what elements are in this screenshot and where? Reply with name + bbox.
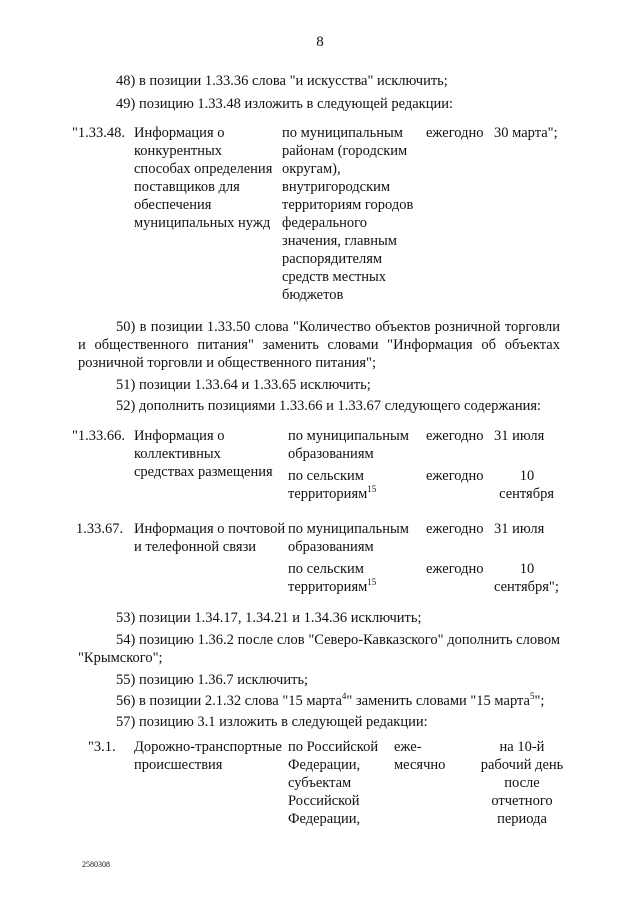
row-name: Информация о коллективных средствах размещения [134,428,273,480]
page-number: 8 [316,34,324,50]
row-code: "1.33.48. [72,125,126,141]
item-51: 51) позиции 1.33.64 и 1.33.65 исключить; [116,377,371,393]
row-level: по муниципальным районам (городским округам), внутригородским территориям городов федерального значения, главным распорядителям средств местных бюджетов [282,125,414,303]
row-code: 1.33.67. [76,521,124,537]
item-48: 48) в позиции 1.33.36 слова "и искусства" исключить; [116,73,448,89]
row-name: Дорожно-транспортные происшествия [134,739,282,773]
row-date-rural-day: 10 [519,468,535,484]
row-level: по Российской Федерации, субъектам Российской Федерации, [288,739,379,827]
row-date: 31 июля [494,521,545,537]
row-frequency: ежегодно [426,521,484,537]
row-date-rural-month: сентября [499,486,554,502]
document-code: 2580308 [82,860,110,869]
item-55: 55) позицию 1.36.7 исключить; [116,672,309,688]
row-date: 30 марта"; [494,125,558,141]
item-56: 56) в позиции 2.1.32 слова "15 марта$^4$" заменить словами "15 марта$^5$"; [116,691,545,709]
row-frequency: ежегодно [426,428,484,444]
row-frequency: еже-месячно [394,739,446,773]
row-name: Информация о почтовой и телефонной связи [134,521,286,555]
item-53: 53) позиции 1.34.17, 1.34.21 и 1.34.36 исключить; [116,610,422,626]
row-frequency: ежегодно [426,125,484,141]
item-49: 49) позицию 1.33.48 изложить в следующей редакции: [116,96,454,112]
row-name: Информация о конкурентных способах определения поставщиков для обеспечения муниципальных нужд [134,125,273,231]
row-code: "3.1. [88,739,116,755]
row-level: по муниципальным образованиям [288,428,409,462]
item-57: 57) позицию 3.1 изложить в следующей редакции: [116,714,428,730]
row-frequency-rural: ежегодно [426,561,484,577]
row-code: "1.33.66. [72,428,126,444]
row-date-rural-month: сентября"; [494,579,559,595]
row-date: 31 июля [494,428,545,444]
item-54: 54) позицию 1.36.2 после слов "Северо-Кавказского" дополнить словом "Крымского"; [78,632,560,666]
row-frequency-rural: ежегодно [426,468,484,484]
row-date: на 10-й рабочий день после отчетного периода [480,739,564,827]
item-50: 50) в позиции 1.33.50 слова "Количество объектов розничной торговли и общественного питания" заменить словами "Информация об объектах розничной торговли и общественного питания"; [78,319,560,371]
row-date-rural-day: 10 [519,561,535,577]
row-level-rural: по сельским территориям$^{15}$ [288,561,377,595]
row-level-rural: по сельским территориям$^{15}$ [288,468,377,502]
item-52: 52) дополнить позициями 1.33.66 и 1.33.67 следующего содержания: [116,398,542,414]
row-level: по муниципальным образованиям [288,521,409,555]
